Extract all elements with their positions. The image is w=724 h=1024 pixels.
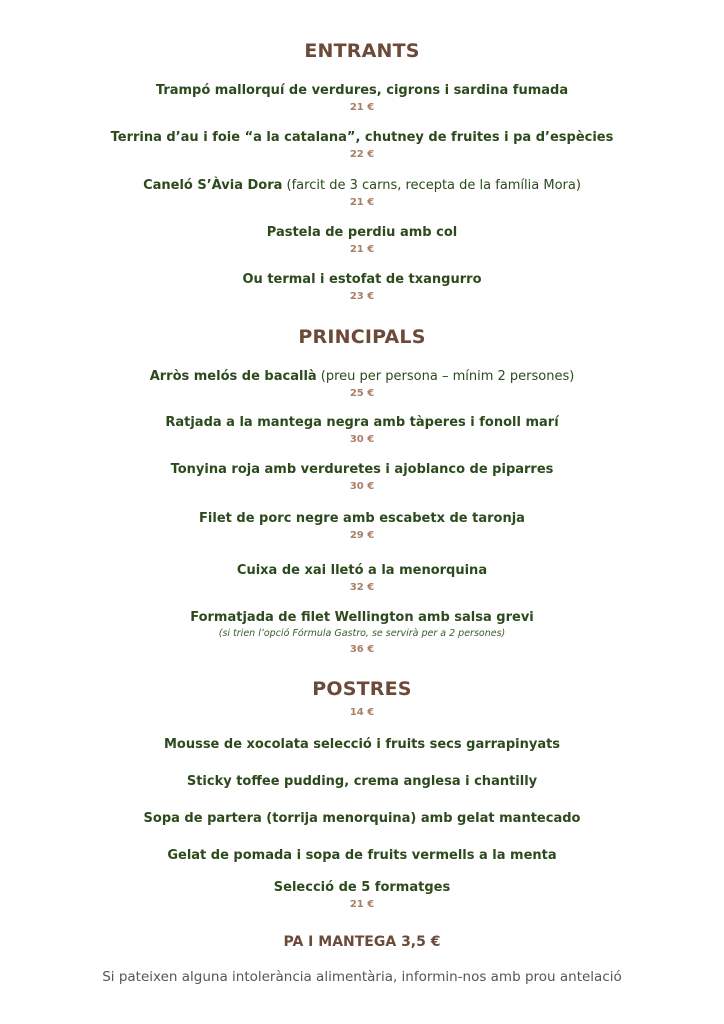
dish-note: (preu per persona – mínim 2 persones) — [316, 369, 575, 384]
dish-price: 32 € — [349, 582, 375, 593]
dish-price: 21 € — [349, 899, 375, 910]
dish-price: 22 € — [349, 149, 375, 160]
section-title-postres: POSTRES — [312, 678, 412, 700]
dessert-name: Gelat de pomada i sopa de fruits vermells a la menta — [167, 848, 557, 863]
dish-name: Arròs melós de bacallà — [149, 369, 317, 384]
section-title-principals: PRINCIPALS — [298, 326, 426, 348]
dish-price: 21 € — [349, 244, 375, 255]
dessert-name: Mousse de xocolata selecció i fruits secs garrapinyats — [163, 737, 561, 752]
dessert-name: Sticky toffee pudding, crema anglesa i chantilly — [186, 774, 538, 789]
dish-name: Terrina d’au i foie “a la catalana”, chutney de fruites i pa d’espècies — [110, 130, 614, 145]
dish-price: 21 € — [349, 197, 375, 208]
dessert-name: Sopa de partera (torrija menorquina) amb gelat mantecado — [143, 811, 581, 826]
postres-price: 14 € — [349, 707, 375, 718]
dish-name: Caneló S’Àvia Dora — [143, 178, 283, 193]
bread-and-butter: PA I MANTEGA 3,5 € — [283, 934, 441, 950]
dish-subnote: (si trien l’opció Fórmula Gastro, se servirà per a 2 persones) — [218, 628, 506, 639]
dish-name: Pastela de perdiu amb col — [266, 225, 458, 240]
dish-name: Ou termal i estofat de txangurro — [242, 272, 482, 287]
dish-price: 29 € — [349, 530, 375, 541]
dish-line — [0, 178, 724, 193]
dish-price: 30 € — [349, 481, 375, 492]
dish-name: Tonyina roja amb verduretes i ajoblanco de piparres — [170, 462, 554, 477]
dish-name: Filet de porc negre amb escabetx de taronja — [199, 511, 525, 526]
dish-price: 25 € — [349, 388, 375, 399]
dish-name: Formatjada de filet Wellington amb salsa grevi — [190, 610, 534, 625]
dish-price: 21 € — [349, 102, 375, 113]
allergy-notice: Si pateixen alguna intolerància alimentària, informin-nos amb prou antelació — [102, 969, 622, 985]
section-title-entrants: ENTRANTS — [304, 40, 420, 62]
dish-name: Cuixa de xai lletó a la menorquina — [236, 563, 488, 578]
dish-price: 30 € — [349, 434, 375, 445]
dish-name: Trampó mallorquí de verdures, cigrons i sardina fumada — [155, 83, 569, 98]
dish-name: Ratjada a la mantega negra amb tàperes i fonoll marí — [165, 415, 559, 430]
dish-price: 23 € — [349, 291, 375, 302]
dish-price: 36 € — [349, 644, 375, 655]
dish-note: (farcit de 3 carns, recepta de la família Mora) — [282, 178, 581, 193]
dish-name: Selecció de 5 formatges — [273, 880, 451, 895]
dish-line — [0, 369, 724, 384]
